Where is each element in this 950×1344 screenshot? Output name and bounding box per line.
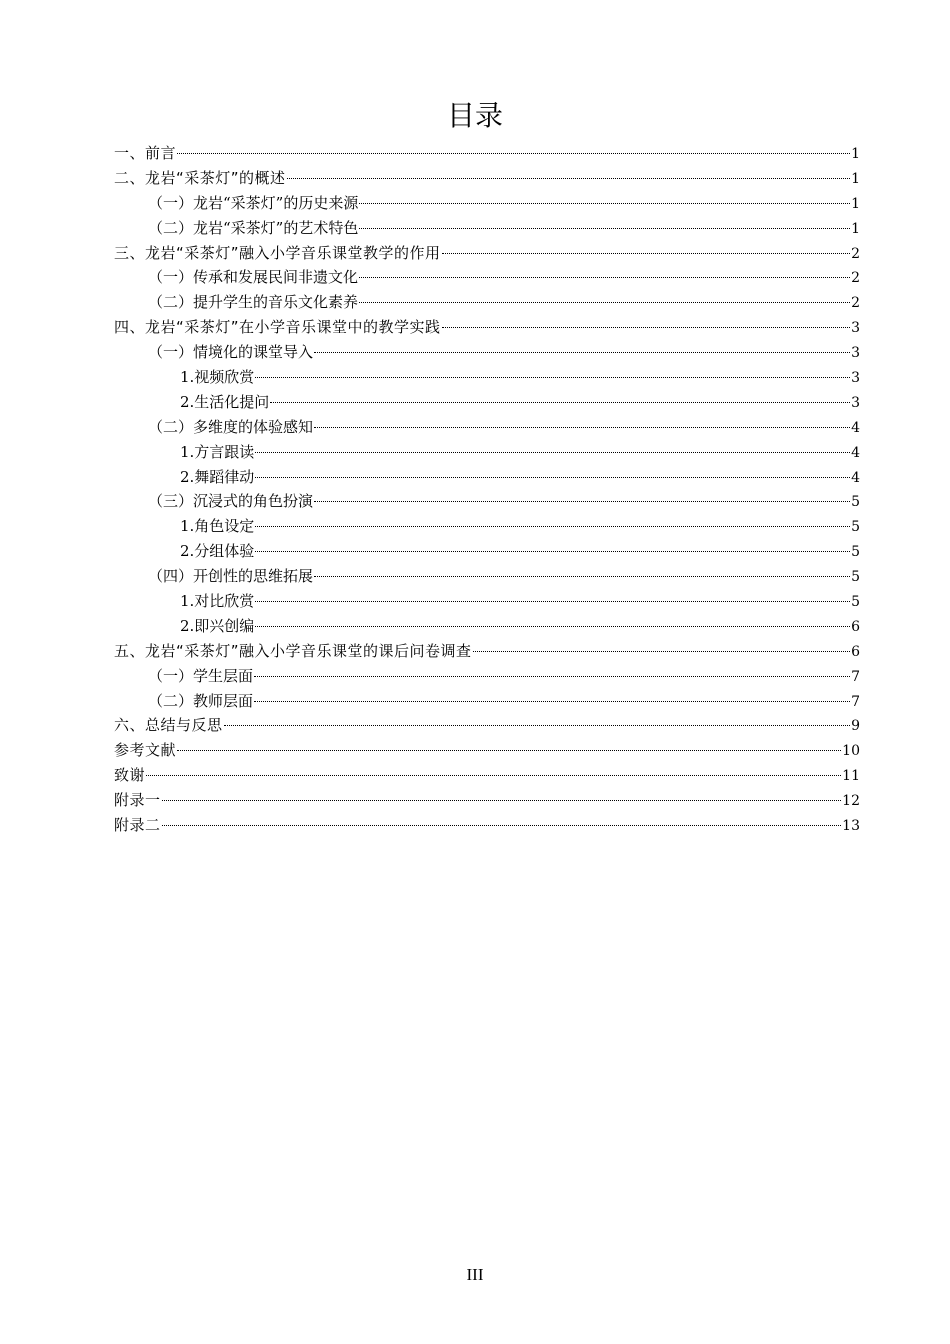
toc-entry-page: 1 — [851, 146, 860, 162]
toc-entry-page: 3 — [851, 370, 860, 387]
toc-dot-leader — [314, 576, 850, 577]
toc-entry-page: 11 — [842, 768, 860, 785]
toc-dot-leader — [287, 178, 851, 179]
toc-entry-title: （二）龙岩“采茶灯”的艺术特色 — [148, 218, 359, 237]
toc-entry[interactable] — [114, 813, 860, 838]
toc-entry[interactable] — [114, 440, 860, 465]
toc-entry-page: 4 — [851, 469, 860, 486]
toc-entry-title: 2.舞蹈律动 — [180, 467, 255, 486]
toc-entry-title: 1.角色设定 — [180, 517, 255, 536]
toc-entry[interactable] — [114, 539, 860, 564]
toc-entry-page: 4 — [851, 419, 860, 436]
toc-entry-page: 12 — [842, 793, 860, 810]
toc-entry[interactable] — [114, 664, 860, 689]
toc-entry-page: 5 — [851, 494, 860, 511]
toc-entry-title: 致谢 — [114, 766, 146, 785]
toc-dot-leader — [270, 402, 850, 403]
toc-dot-leader — [255, 377, 850, 378]
toc-dot-leader — [255, 477, 850, 478]
toc-entry-page: 6 — [851, 643, 860, 660]
toc-entry-title: 三、龙岩“采茶灯”融入小学音乐课堂教学的作用 — [114, 243, 441, 262]
toc-entry-title: 附录二 — [114, 816, 161, 835]
toc-dot-leader — [359, 302, 850, 303]
page-title: 目录 — [446, 99, 503, 132]
toc-entry-page: 10 — [842, 743, 860, 760]
toc-dot-leader — [442, 253, 851, 254]
toc-entry[interactable] — [114, 241, 860, 266]
toc-entry-page: 9 — [851, 718, 860, 735]
toc-entry-title: 2.生活化提问 — [180, 392, 270, 411]
toc-entry-page: 1 — [851, 195, 860, 212]
toc-dot-leader — [359, 228, 850, 229]
toc-dot-leader — [162, 825, 842, 826]
toc-entry-title: （一）龙岩“采茶灯”的历史来源 — [148, 193, 359, 212]
toc-entry-page: 1 — [851, 170, 860, 187]
toc-dot-leader — [162, 800, 842, 801]
toc-dot-leader — [314, 427, 850, 428]
toc-entry-page: 3 — [851, 394, 860, 411]
toc-entry-title: 附录一 — [114, 791, 161, 810]
toc-entry-page: 6 — [851, 618, 860, 635]
toc-entry[interactable] — [114, 216, 860, 241]
toc-entry[interactable] — [114, 415, 860, 440]
toc-dot-leader — [146, 775, 841, 776]
toc-dot-leader — [224, 725, 851, 726]
toc-entry[interactable] — [114, 639, 860, 664]
toc-entry-title: （一）传承和发展民间非遗文化 — [148, 268, 359, 287]
toc-dot-leader — [473, 651, 851, 652]
toc-entry-page: 2 — [851, 295, 860, 312]
page-number: III — [466, 1265, 484, 1284]
toc-entry-page: 3 — [851, 320, 860, 337]
toc-entry-title: 一、前言 — [114, 144, 177, 162]
toc-entry-title: 2.分组体验 — [180, 542, 255, 561]
toc-entry-page: 3 — [851, 345, 860, 362]
toc-entry-page: 4 — [851, 444, 860, 461]
toc-entry-title: （二）教师层面 — [148, 691, 254, 710]
toc-dot-leader — [254, 701, 850, 702]
table-of-contents — [114, 141, 860, 838]
toc-entry-page: 13 — [842, 818, 860, 835]
toc-entry-title: （二）提升学生的音乐文化素养 — [148, 293, 359, 312]
toc-entry[interactable] — [114, 390, 860, 415]
toc-entry-page: 5 — [851, 544, 860, 561]
toc-entry[interactable] — [114, 738, 860, 763]
toc-entry-title: （一）情境化的课堂导入 — [148, 343, 314, 362]
toc-entry-title: 二、龙岩“采茶灯”的概述 — [114, 168, 286, 187]
toc-entry[interactable] — [114, 713, 860, 738]
toc-entry-title: 五、龙岩“采茶灯”融入小学音乐课堂的课后问卷调查 — [114, 641, 472, 660]
toc-entry-title: （一）学生层面 — [148, 666, 254, 685]
toc-entry-title: 2.即兴创编 — [180, 616, 255, 635]
toc-entry-title: （三）沉浸式的角色扮演 — [148, 492, 314, 511]
toc-entry-title: 参考文献 — [114, 741, 177, 760]
toc-entry[interactable] — [114, 315, 860, 340]
toc-entry-title: 1.对比欣赏 — [180, 592, 255, 611]
toc-entry[interactable] — [114, 290, 860, 315]
toc-entry[interactable] — [114, 191, 860, 216]
toc-dot-leader — [359, 277, 850, 278]
toc-entry[interactable] — [114, 265, 860, 290]
toc-entry-title: 1.方言跟读 — [180, 442, 255, 461]
toc-dot-leader — [177, 750, 841, 751]
toc-dot-leader — [254, 676, 850, 677]
toc-dot-leader — [359, 203, 850, 204]
toc-entry[interactable] — [114, 365, 860, 390]
toc-entry-title: （四）开创性的思维拓展 — [148, 567, 314, 586]
toc-entry[interactable] — [114, 465, 860, 490]
toc-entry-title: 1.视频欣赏 — [180, 368, 255, 387]
toc-dot-leader — [255, 601, 850, 602]
toc-entry[interactable] — [114, 514, 860, 539]
toc-dot-leader — [255, 626, 850, 627]
toc-entry[interactable] — [114, 564, 860, 589]
toc-entry-page: 5 — [851, 519, 860, 536]
toc-dot-leader — [177, 153, 850, 154]
toc-entry-page: 1 — [851, 220, 860, 237]
toc-dot-leader — [314, 501, 850, 502]
toc-dot-leader — [442, 327, 851, 328]
toc-entry[interactable] — [114, 788, 860, 813]
toc-entry-title: 六、总结与反思 — [114, 716, 223, 735]
toc-entry[interactable] — [114, 340, 860, 365]
toc-entry-page: 2 — [851, 245, 860, 262]
toc-entry[interactable] — [114, 141, 860, 166]
toc-entry-title: （二）多维度的体验感知 — [148, 417, 314, 436]
toc-dot-leader — [255, 526, 850, 527]
toc-entry[interactable] — [114, 166, 860, 191]
toc-entry[interactable] — [114, 614, 860, 639]
toc-entry[interactable] — [114, 589, 860, 614]
toc-dot-leader — [314, 352, 850, 353]
toc-entry[interactable] — [114, 763, 860, 788]
toc-entry[interactable] — [114, 489, 860, 514]
toc-entry-page: 7 — [851, 668, 860, 685]
toc-entry-page: 5 — [851, 594, 860, 611]
toc-entry[interactable] — [114, 689, 860, 714]
toc-entry-page: 7 — [851, 693, 860, 710]
toc-dot-leader — [255, 452, 850, 453]
toc-entry-page: 5 — [851, 569, 860, 586]
toc-entry-page: 2 — [851, 270, 860, 287]
toc-dot-leader — [255, 551, 850, 552]
toc-entry-title: 四、龙岩“采茶灯”在小学音乐课堂中的教学实践 — [114, 318, 441, 337]
